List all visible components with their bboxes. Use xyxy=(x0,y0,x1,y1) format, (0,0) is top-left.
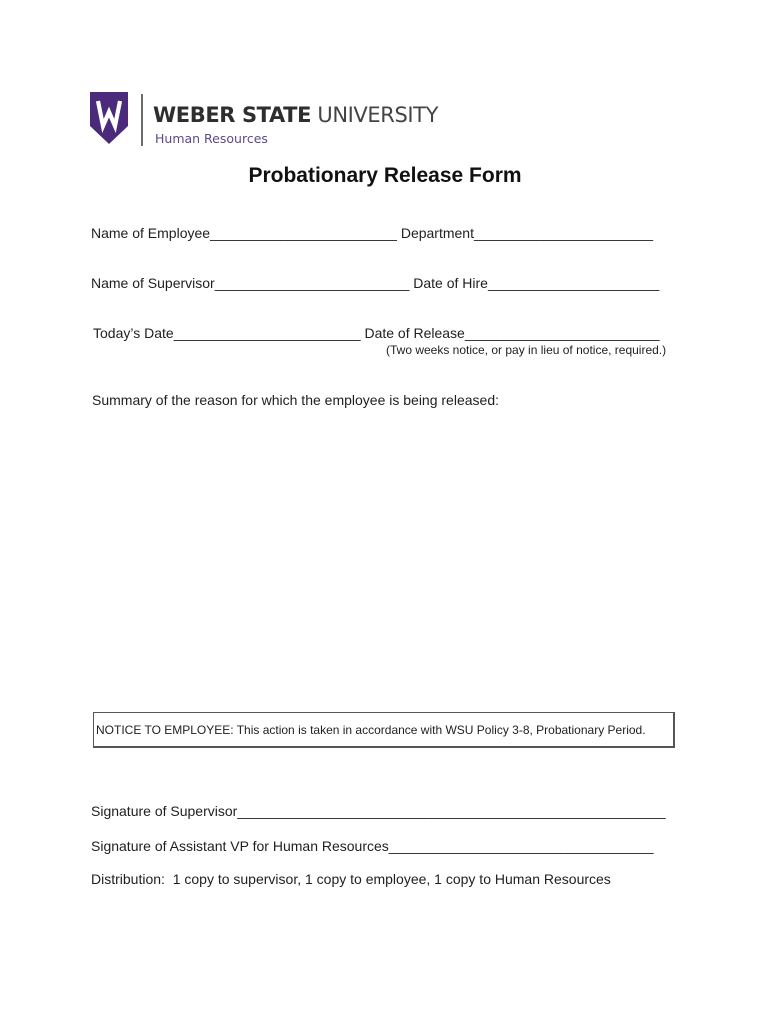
supervisor-name-label: Name of Supervisor xyxy=(91,275,215,291)
avp-signature-row xyxy=(91,837,654,855)
avp-signature-field[interactable]: __________________________________ xyxy=(388,838,654,854)
date-of-release-label: Date of Release xyxy=(364,325,465,341)
employee-name-label: Name of Employee xyxy=(91,225,211,241)
university-name-light: UNIVERSITY xyxy=(317,103,439,127)
supervisor-name-field[interactable]: _________________________ xyxy=(214,275,410,291)
form-title: Probationary Release Form xyxy=(248,164,522,187)
department-name: Human Resources xyxy=(155,131,268,146)
wsu-hr-logo xyxy=(90,92,439,148)
notice-box xyxy=(93,712,675,748)
notice-text: NOTICE TO EMPLOYEE: This action is taken in accordance with WSU Policy 3-8, Probationary Period. xyxy=(96,723,646,737)
university-name xyxy=(153,103,438,127)
date-of-release-field[interactable]: _________________________ xyxy=(464,325,660,341)
avp-signature-label: Signature of Assistant VP for Human Resources xyxy=(91,838,389,854)
employee-row xyxy=(91,224,653,242)
wsu-shield-icon xyxy=(90,92,128,144)
employee-name-field[interactable]: ________________________ xyxy=(210,225,397,241)
department-field[interactable]: _______________________ xyxy=(473,225,654,241)
logo-divider xyxy=(141,94,143,146)
distribution-line: Distribution: 1 copy to supervisor, 1 copy to employee, 1 copy to Human Resources xyxy=(91,871,611,887)
supervisor-signature-row xyxy=(91,802,666,820)
date-of-hire-field[interactable]: ______________________ xyxy=(487,275,660,291)
dates-row xyxy=(93,324,660,342)
supervisor-row xyxy=(91,274,659,292)
date-of-hire-label: Date of Hire xyxy=(413,275,488,291)
department-label: Department xyxy=(400,225,474,241)
release-note: (Two weeks notice, or pay in lieu of notice, required.) xyxy=(386,343,667,357)
summary-label: Summary of the reason for which the employee is being released: xyxy=(92,392,499,408)
todays-date-field[interactable]: ________________________ xyxy=(173,325,361,341)
university-name-bold: WEBER STATE xyxy=(153,103,312,127)
supervisor-signature-field[interactable]: _______________________________________________________ xyxy=(237,803,666,819)
todays-date-label: Today’s Date xyxy=(93,325,174,341)
supervisor-signature-label: Signature of Supervisor xyxy=(91,803,238,819)
